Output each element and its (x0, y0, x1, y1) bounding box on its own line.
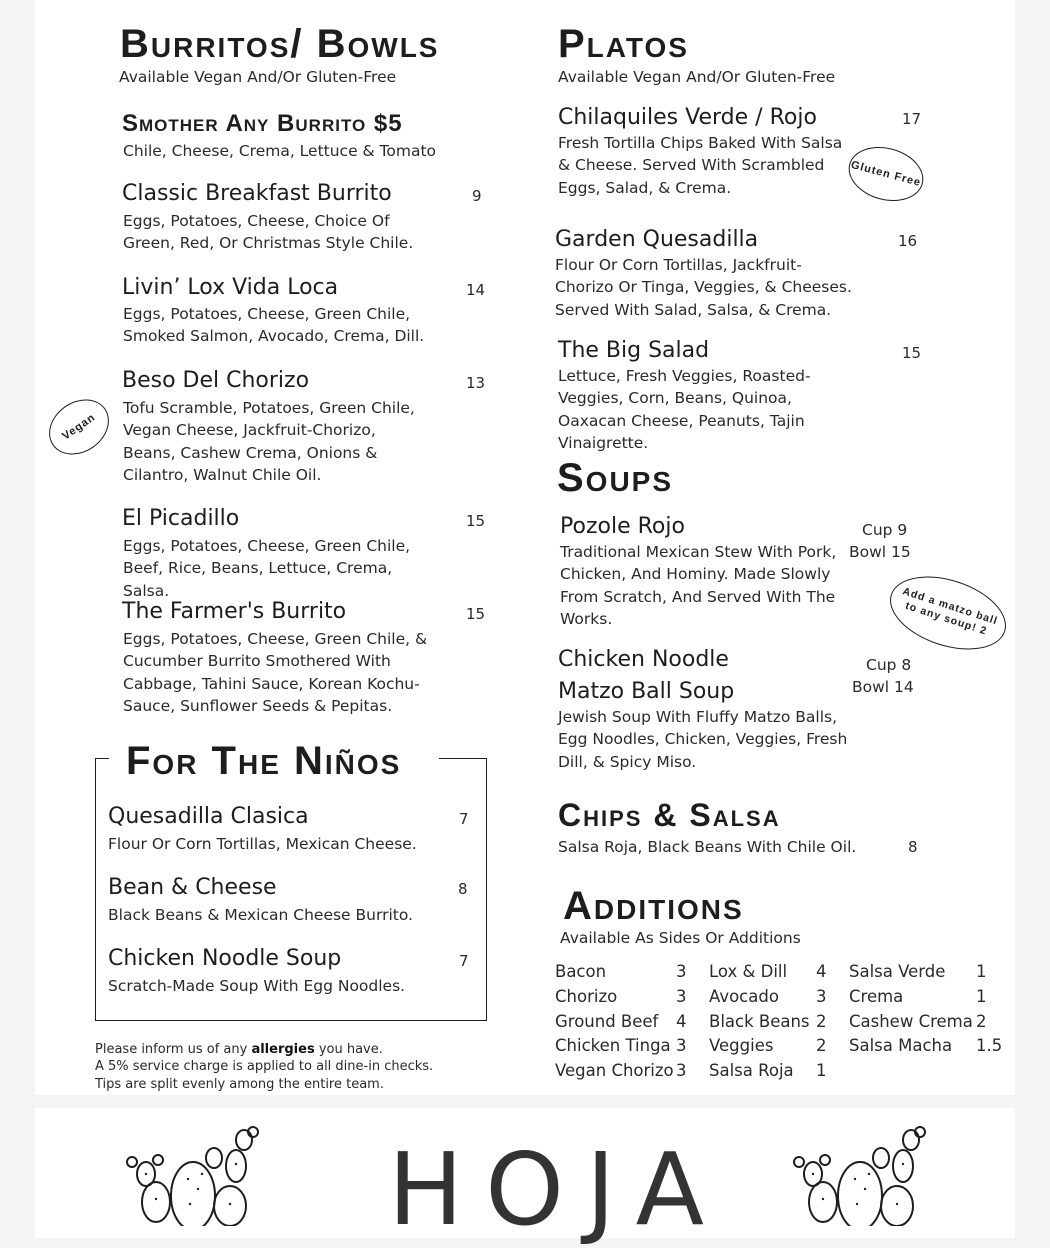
menu-item-desc: Traditional Mexican Stew With Pork, Chicken, And Hominy. Made Slowly From Scratch, And Served With The Works. (560, 543, 837, 628)
addition-price: 2 (976, 1011, 987, 1031)
menu-item-name: Quesadilla Clasica (108, 804, 309, 829)
menu-item-price: 8 (458, 880, 468, 898)
cactus-icon (118, 1124, 268, 1226)
addition-name: Black Beans (709, 1011, 810, 1031)
addition-name: Bacon (555, 962, 607, 981)
service-charge-note: A 5% service charge is applied to all dine-in checks. (95, 1059, 434, 1074)
addition-name: Lox & Dill (709, 962, 788, 981)
menu-item-price: 17 (902, 110, 922, 128)
addition-name: Salsa Verde (849, 962, 946, 981)
soups-title: Soups (557, 456, 674, 500)
menu-item-name: Beso Del Chorizo (122, 368, 310, 393)
menu-item-name: The Big Salad (558, 338, 710, 363)
menu-item-name: Chicken Noodle (558, 647, 729, 672)
addition-name: Chicken Tinga (555, 1036, 671, 1056)
menu-item-name: Bean & Cheese (108, 875, 277, 900)
menu-item-price: 16 (898, 232, 918, 250)
chips-desc: Salsa Roja, Black Beans With Chile Oil. (558, 838, 857, 856)
menu-item-desc: Scratch-Made Soup With Egg Noodles. (108, 977, 406, 995)
menu-item-desc: Eggs, Potatoes, Cheese, Choice Of Green, Red, Or Christmas Style Chile. (123, 212, 414, 253)
menu-item-name: Classic Breakfast Burrito (122, 181, 392, 206)
additions-subtitle: Available As Sides Or Additions (560, 929, 801, 947)
addition-price: 1 (976, 986, 987, 1006)
platos-subtitle: Available Vegan And/Or Gluten-Free (558, 68, 836, 86)
menu-item-name: Chicken Noodle Soup (108, 946, 342, 971)
ninos-box-top-right (439, 758, 487, 759)
addition-name: Chorizo (555, 986, 618, 1006)
platos-title: Platos (558, 22, 689, 66)
addition-name: Salsa Roja (709, 1061, 794, 1081)
menu-item-desc: Flour Or Corn Tortillas, Jackfruit-Chorizo Or Tinga, Veggies, & Cheeses. Served With Salad, Salsa, & Crema. (555, 256, 852, 319)
menu-item-desc: Black Beans & Mexican Cheese Burrito. (108, 906, 413, 924)
addition-name: Veggies (709, 1036, 774, 1056)
menu-item-price: 15 (466, 605, 486, 623)
brand-wordmark: HOJA (388, 1131, 727, 1248)
menu-item-name: Matzo Ball Soup (558, 679, 735, 704)
matzo-ball-badge: Add a matzo ball to any soup! 2 (881, 563, 1016, 663)
soup-price-cup: Cup 9 (862, 521, 908, 539)
cactus-icon (785, 1124, 935, 1226)
menu-item-price: 7 (459, 952, 469, 970)
menu-item-desc: Eggs, Potatoes, Cheese, Green Chile, & Cucumber Burrito Smothered With Cabbage, Tahini Sauce, Korean Kochu-Sauce, Sunflower Seeds & Pepitas. (123, 630, 428, 715)
menu-item-desc: Tofu Scramble, Potatoes, Green Chile, Vegan Cheese, Jackfruit-Chorizo, Beans, Cashew Crema, Onions & Cilantro, Walnut Chile Oil. (123, 399, 415, 484)
burritos-title: Burritos/ Bowls (120, 22, 440, 66)
addition-price: 3 (676, 1036, 687, 1056)
menu-item-name: Pozole Rojo (560, 514, 685, 539)
menu-item-name: The Farmer's Burrito (122, 599, 347, 624)
addition-price: 1 (816, 1061, 827, 1081)
menu-item-desc: Jewish Soup With Fluffy Matzo Balls, Egg Noodles, Chicken, Veggies, Fresh Dill, & Spicy Miso. (558, 708, 848, 771)
addition-price: 4 (816, 962, 827, 981)
ninos-title: For The Niños (126, 739, 402, 783)
addition-price: 3 (676, 986, 687, 1006)
menu-item-price: 15 (902, 344, 922, 362)
allergy-note (95, 1041, 383, 1059)
menu-item-price: 7 (459, 810, 469, 828)
menu-item-name: El Picadillo (122, 506, 240, 531)
menu-item-desc: Fresh Tortilla Chips Baked With Salsa & Cheese. Served With Scrambled Eggs, Salad, & Crema. (558, 134, 843, 197)
allergy-note-post: you have. (314, 1042, 383, 1057)
additions-title: Additions (563, 884, 744, 928)
addition-price: 1.5 (976, 1036, 1003, 1056)
chips-title: Chips & Salsa (558, 797, 781, 833)
menu-item-price: 15 (466, 512, 486, 530)
addition-price: 4 (676, 1011, 687, 1031)
allergy-note-pre: Please inform us of any (95, 1042, 252, 1057)
vegan-badge: Vegan (38, 388, 119, 466)
ninos-box-top-left (95, 758, 109, 759)
tips-note: Tips are split evenly among the entire team. (95, 1077, 384, 1092)
addition-name: Ground Beef (555, 1011, 659, 1031)
gluten-free-badge: Gluten Free (843, 139, 930, 209)
menu-item-name: Garden Quesadilla (555, 227, 759, 252)
menu-item-desc: Eggs, Potatoes, Cheese, Green Chile, Smoked Salmon, Avocado, Crema, Dill. (123, 305, 425, 346)
soup-price-bowl: Bowl 15 (849, 543, 911, 561)
addition-price: 1 (976, 962, 987, 981)
menu-item-price: 9 (472, 187, 482, 205)
menu-item-price: 13 (466, 374, 486, 392)
addition-price: 2 (816, 1036, 827, 1056)
smother-title: Smother Any Burrito $5 (122, 110, 403, 137)
allergy-note-bold: allergies (251, 1042, 315, 1057)
soup-price-cup: Cup 8 (866, 656, 912, 674)
addition-name: Avocado (709, 986, 779, 1006)
menu-item-desc: Lettuce, Fresh Veggies, Roasted-Veggies, Corn, Beans, Quinoa, Oaxacan Cheese, Peanuts, Tajin Vinaigrette. (558, 367, 811, 452)
addition-name: Crema (849, 986, 904, 1006)
smother-desc: Chile, Cheese, Crema, Lettuce & Tomato (123, 142, 437, 160)
addition-price: 2 (816, 1011, 827, 1031)
burritos-subtitle: Available Vegan And/Or Gluten-Free (119, 68, 397, 86)
menu-item-name: Livin’ Lox Vida Loca (122, 275, 339, 300)
menu-item-desc: Flour Or Corn Tortillas, Mexican Cheese. (108, 835, 417, 853)
addition-name: Vegan Chorizo (555, 1061, 674, 1081)
chips-price: 8 (908, 838, 918, 856)
addition-price: 3 (816, 986, 827, 1006)
addition-name: Cashew Crema (849, 1011, 973, 1031)
menu-item-desc: Eggs, Potatoes, Cheese, Green Chile, Beef, Rice, Beans, Lettuce, Crema, Salsa. (123, 537, 411, 600)
addition-price: 3 (676, 962, 687, 981)
menu-item-price: 14 (466, 281, 486, 299)
addition-name: Salsa Macha (849, 1036, 953, 1056)
addition-price: 3 (676, 1061, 687, 1081)
menu-item-name: Chilaquiles Verde / Rojo (558, 105, 817, 130)
soup-price-bowl: Bowl 14 (852, 678, 914, 696)
